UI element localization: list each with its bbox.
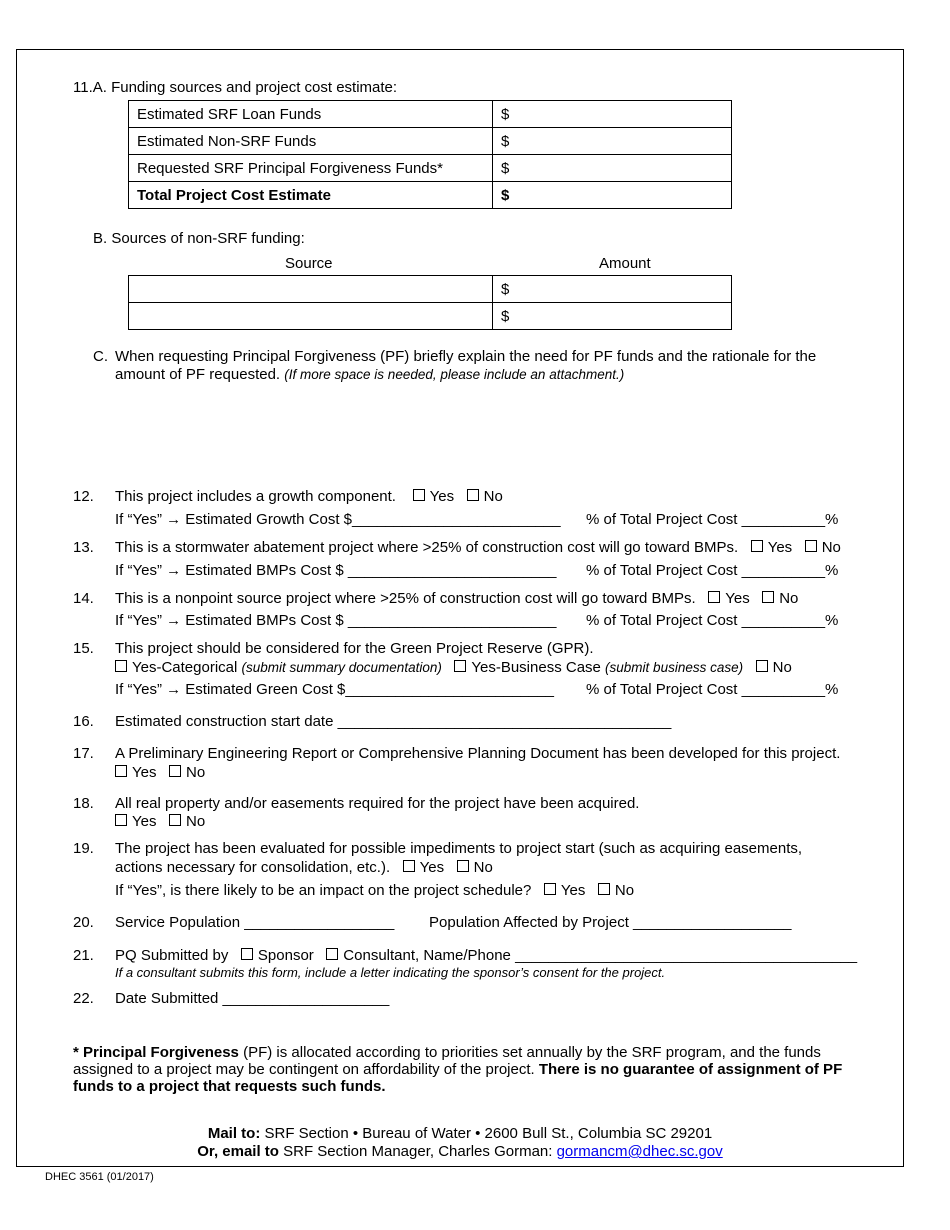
- table-row: [129, 303, 732, 330]
- q15-cat-label: Yes-Categorical: [132, 659, 238, 676]
- q21-note: If a consultant submits this form, include a letter indicating the sponsor’s consent for the project.: [115, 965, 666, 980]
- q12-line: [115, 488, 503, 505]
- q20-population-affected[interactable]: Population Affected by Project ___________________: [429, 914, 792, 931]
- q14-bmp-cost[interactable]: If “Yes” → Estimated BMPs Cost $ _________________________: [115, 612, 557, 629]
- q14-yes-label: Yes: [725, 590, 750, 607]
- q18-no-checkbox[interactable]: [169, 814, 181, 826]
- q13-no-label: No: [821, 539, 841, 556]
- num-22: 22.: [73, 990, 94, 1007]
- q13-bmp-cost[interactable]: If “Yes” → Estimated BMPs Cost $ _________________________: [115, 562, 557, 579]
- q15-cat-checkbox[interactable]: [115, 660, 127, 672]
- amount-cell[interactable]: $: [493, 276, 732, 303]
- q19-impact-yes-checkbox[interactable]: [544, 883, 556, 895]
- mail-label: Mail to:: [207, 1125, 261, 1142]
- table-row: [129, 155, 732, 182]
- q20-service-population[interactable]: Service Population __________________: [115, 914, 395, 931]
- q19-impact-yes-label: Yes: [560, 882, 586, 899]
- q15-no-label: No: [772, 659, 792, 676]
- q15-cat-note: (submit summary documentation): [241, 660, 442, 675]
- q12-yes-checkbox[interactable]: [413, 489, 425, 501]
- q19-no-label: No: [473, 859, 493, 876]
- q12-percent[interactable]: % of Total Project Cost __________%: [586, 511, 839, 528]
- q19-impact-no-checkbox[interactable]: [598, 883, 610, 895]
- amount-cell[interactable]: $: [493, 303, 732, 330]
- q19-yes-label: Yes: [419, 859, 445, 876]
- table-row: [129, 101, 732, 128]
- q21-text: PQ Submitted by: [115, 947, 229, 964]
- row-label: Estimated SRF Loan Funds: [129, 101, 493, 128]
- q14-text: This is a nonpoint source project where >25% of construction cost will go toward BMPs.: [115, 590, 696, 607]
- table-row: [129, 276, 732, 303]
- q15-green-cost[interactable]: If “Yes” → Estimated Green Cost $_________________________: [115, 681, 554, 698]
- num-21: 21.: [73, 947, 94, 964]
- num-12: 12.: [73, 488, 94, 505]
- footnote-t2: assigned to a project may be contingent on affordability of the project.: [73, 1061, 539, 1078]
- q17-options: [115, 764, 205, 781]
- q14-no-checkbox[interactable]: [762, 591, 774, 603]
- email-text: SRF Section Manager, Charles Gorman:: [278, 1143, 557, 1160]
- num-15: 15.: [73, 640, 94, 657]
- q15-bus-label: Yes-Business Case: [471, 659, 601, 676]
- row-value[interactable]: $: [493, 128, 732, 155]
- q22-date-submitted[interactable]: Date Submitted ____________________: [115, 990, 390, 1007]
- q13-no-checkbox[interactable]: [805, 540, 817, 552]
- nonsrf-table: [128, 275, 732, 330]
- q18-text: All real property and/or easements required for the project have been acquired.: [115, 795, 640, 812]
- s11c-text2-line: [115, 366, 624, 383]
- q21-sponsor-label: Sponsor: [257, 947, 314, 964]
- num-17: 17.: [73, 745, 94, 762]
- q12-text: This project includes a growth component.: [115, 488, 396, 505]
- q13-line: [115, 539, 841, 556]
- s11c-label: C.: [93, 348, 108, 365]
- q12-no-label: No: [483, 488, 503, 505]
- row-value[interactable]: $: [493, 155, 732, 182]
- email-label: Or, email to: [197, 1143, 279, 1160]
- num-13: 13.: [73, 539, 94, 556]
- q13-yes-checkbox[interactable]: [751, 540, 763, 552]
- row-label: Requested SRF Principal Forgiveness Funds*: [129, 155, 493, 182]
- q18-yes-checkbox[interactable]: [115, 814, 127, 826]
- form-id: DHEC 3561 (01/2017): [45, 1171, 154, 1183]
- q12-no-checkbox[interactable]: [467, 489, 479, 501]
- q15-bus-checkbox[interactable]: [454, 660, 466, 672]
- footnote: [73, 1044, 842, 1095]
- q13-percent[interactable]: % of Total Project Cost __________%: [586, 562, 839, 579]
- q21-consultant-label[interactable]: Consultant, Name/Phone _________________________________________: [343, 947, 858, 964]
- q19-text-a: The project has been evaluated for possible impediments to project start (such as acquiring easements,: [115, 840, 803, 857]
- q12-growth-cost[interactable]: If “Yes” → Estimated Growth Cost $_________________________: [115, 511, 561, 528]
- s11-title: 11.A. Funding sources and project cost estimate:: [73, 79, 398, 96]
- row-label: Estimated Non-SRF Funds: [129, 128, 493, 155]
- s11c-text2: amount of PF requested.: [115, 366, 281, 383]
- q17-no-checkbox[interactable]: [169, 765, 181, 777]
- q12-yes-label: Yes: [429, 488, 455, 505]
- source-cell[interactable]: [129, 303, 493, 330]
- s11b-title: B. Sources of non-SRF funding:: [93, 230, 305, 247]
- q15-percent[interactable]: % of Total Project Cost __________%: [586, 681, 839, 698]
- num-18: 18.: [73, 795, 94, 812]
- table-row: [129, 182, 732, 209]
- num-14: 14.: [73, 590, 94, 607]
- s11c-text1: When requesting Principal Forgiveness (PF) briefly explain the need for PF funds and the rationale for the: [115, 348, 817, 365]
- source-cell[interactable]: [129, 276, 493, 303]
- mail-line: [16, 1125, 904, 1142]
- q21-line: [115, 947, 857, 964]
- col-amount: Amount: [599, 255, 651, 272]
- q19-if-text: If “Yes”, is there likely to be an impact on the project schedule?: [115, 882, 532, 899]
- col-source: Source: [285, 255, 333, 272]
- funding-table: [128, 100, 732, 209]
- q15-text: This project should be considered for the Green Project Reserve (GPR).: [115, 640, 594, 657]
- email-line: [16, 1143, 904, 1160]
- num-19: 19.: [73, 840, 94, 857]
- num-16: 16.: [73, 713, 94, 730]
- q15-options: [115, 659, 792, 676]
- q13-yes-label: Yes: [767, 539, 793, 556]
- q14-yes-checkbox[interactable]: [708, 591, 720, 603]
- q19-line-b: [115, 859, 493, 876]
- q19-impact-no-label: No: [614, 882, 635, 899]
- s11c-note: (If more space is needed, please include an attachment.): [284, 367, 625, 382]
- q17-yes-label: Yes: [132, 764, 157, 781]
- row-value[interactable]: $: [493, 101, 732, 128]
- row-label: Total Project Cost Estimate: [129, 182, 493, 209]
- q14-line: [115, 590, 798, 607]
- q18-options: [115, 813, 205, 830]
- q19-yes-checkbox[interactable]: [403, 860, 415, 872]
- footnote-t1: (PF) is allocated according to priorities set annually by the SRF program, and the funds: [238, 1044, 821, 1061]
- q19-if-line: [115, 882, 634, 899]
- q17-no-label: No: [186, 764, 206, 781]
- q14-no-label: No: [779, 590, 799, 607]
- email-link[interactable]: gormancm@dhec.sc.gov: [556, 1143, 723, 1160]
- q14-percent[interactable]: % of Total Project Cost __________%: [586, 612, 839, 629]
- q18-no-label: No: [186, 813, 206, 830]
- q13-text: This is a stormwater abatement project where >25% of construction cost will go toward BMPs.: [115, 539, 739, 556]
- num-20: 20.: [73, 914, 94, 931]
- q17-yes-checkbox[interactable]: [115, 765, 127, 777]
- q21-sponsor-checkbox[interactable]: [241, 948, 253, 960]
- q15-no-checkbox[interactable]: [756, 660, 768, 672]
- row-value[interactable]: $: [493, 182, 732, 209]
- q15-bus-note: (submit business case): [605, 660, 744, 675]
- q18-yes-label: Yes: [132, 813, 157, 830]
- table-row: [129, 128, 732, 155]
- q17-text: A Preliminary Engineering Report or Comprehensive Planning Document has been developed for this project.: [115, 745, 841, 762]
- mail-text: SRF Section • Bureau of Water • 2600 Bull St., Columbia SC 29201: [260, 1125, 713, 1142]
- footnote-star: * Principal Forgiveness: [73, 1044, 239, 1061]
- q19-no-checkbox[interactable]: [457, 860, 469, 872]
- footnote-t3b: funds to a project that requests such funds.: [73, 1078, 386, 1095]
- footnote-t2b: There is no guarantee of assignment of PF: [538, 1061, 843, 1078]
- q19-text-b: actions necessary for consolidation, etc.).: [115, 859, 391, 876]
- q21-consultant-checkbox[interactable]: [326, 948, 338, 960]
- q16-start-date[interactable]: Estimated construction start date ________________________________________: [115, 713, 672, 730]
